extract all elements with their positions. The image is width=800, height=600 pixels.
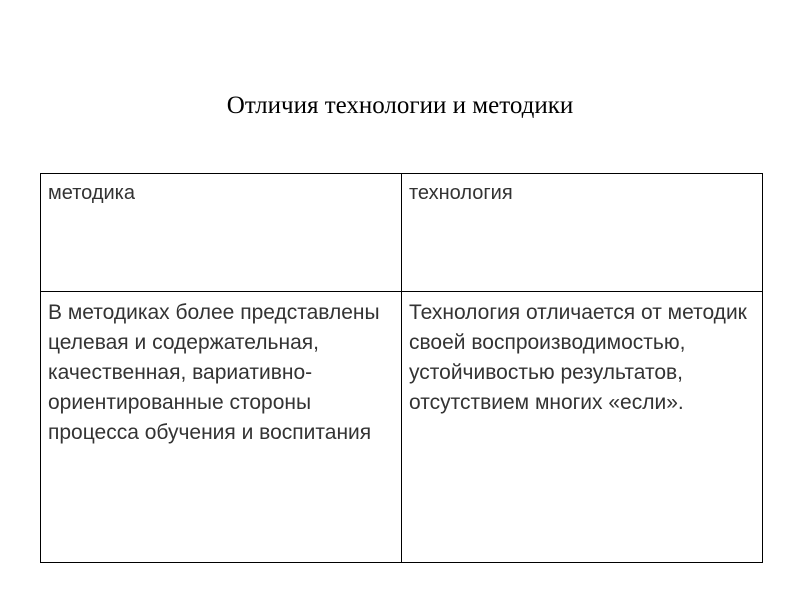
header-cell-technology: технология <box>402 174 763 292</box>
header-cell-methodology: методика <box>41 174 402 292</box>
table-header-row <box>41 174 763 292</box>
cell-methodology-description: В методиках более представлены целевая и содержательная, качественная, вариативно-ориентированные стороны процесса обучения и воспитания <box>41 292 402 563</box>
cell-technology-description: Технология отличается от методик своей воспроизводимостью, устойчивостью результатов, отсутствием многих «если». <box>402 292 763 563</box>
slide-title: Отличия технологии и методики <box>226 92 574 119</box>
table-row <box>41 292 763 563</box>
comparison-table <box>40 173 763 563</box>
